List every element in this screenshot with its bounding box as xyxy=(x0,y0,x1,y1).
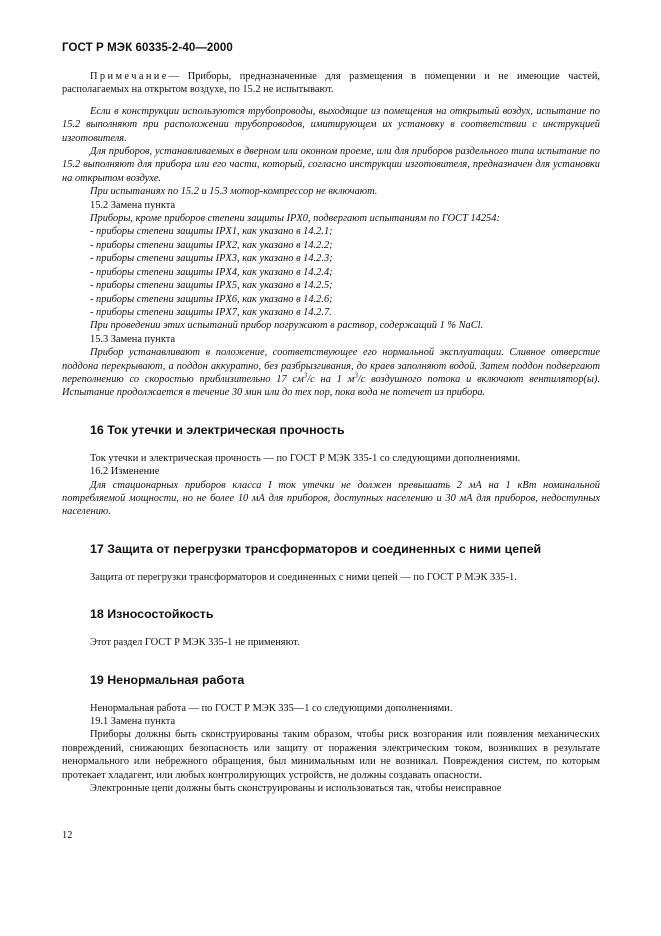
superscript: 3 xyxy=(303,371,308,380)
list-item: - приборы степени защиты IPX4, как указано в 14.2.4; xyxy=(90,266,333,278)
list-item: - приборы степени защиты IPX2, как указано в 14.2.2; xyxy=(90,239,333,251)
note-paragraph xyxy=(62,70,600,97)
document-header: ГОСТ Р МЭК 60335-2-40—2000 xyxy=(62,42,233,54)
superscript: 3 xyxy=(354,371,358,380)
list-item: - приборы степени защиты IPX7, как указано в 14.2.7. xyxy=(90,306,332,318)
paragraph-compressor: При испытаниях по 15.2 и 15.3 мотор-компрессор не включают. xyxy=(90,186,378,198)
list-item: - приборы степени защиты IPX3, как указано в 14.2.3; xyxy=(90,253,333,265)
overflow-text-b: /с на 1 м xyxy=(307,373,355,385)
section-16-heading: 16 Ток утечки и электрическая прочность xyxy=(90,422,345,437)
paragraph-piping: Если в конструкции используются трубопроводы, выходящие из помещения на открытый воздух, испытание по 15.2 выполняют при расположении трубопроводов, имитирующем их установку в соответствии с инструкцией изготовителя. xyxy=(62,105,600,144)
list-item: - приборы степени защиты IPX5, как указано в 14.2.5; xyxy=(90,280,333,292)
clause-15-2: 15.2 Замена пункта xyxy=(90,199,176,211)
section-17-heading: 17 Защита от перегрузки трансформаторов и соединенных с ними цепей xyxy=(90,541,542,556)
paragraph-window-units: Для приборов, устанавливаемых в дверном или оконном проеме, или для приборов раздельного типа испытание по 15.2 выполняют для прибора или его части, который, согласно инструкции изготовителя, предназначен для установки на открытом воздухе. xyxy=(62,146,600,184)
note-label: Примечание xyxy=(90,71,169,82)
clause-16-2: 16.2 Изменение xyxy=(90,466,160,478)
paragraph-electronic-circuits: Электронные цепи должны быть сконструированы и использоваться так, чтобы неисправное xyxy=(90,783,502,795)
note-text: — Приборы, предназначенные для размещения в помещении и не имеющие частей, располагаемых на открытом воздухе, по 15.2 не испытывают. xyxy=(62,71,600,96)
section-19-heading: 19 Ненормальная работа xyxy=(90,672,245,687)
list-item: - приборы степени защиты IPX6, как указано в 14.2.6; xyxy=(90,293,333,305)
paragraph-ipx-tests: Приборы, кроме приборов степени защиты IPX0, подвергают испытаниям по ГОСТ 14254: xyxy=(90,213,500,225)
section-16-intro: Ток утечки и электрическая прочность — по ГОСТ Р МЭК 335-1 со следующими дополнениями. xyxy=(90,452,521,464)
section-17-text: Защита от перегрузки трансформаторов и соединенных с ними цепей — по ГОСТ Р МЭК 335-1. xyxy=(90,571,517,583)
list-item: - приборы степени защиты IPX1, как указано в 14.2.1; xyxy=(90,226,333,238)
paragraph-nacl: При проведении этих испытаний прибор погружают в раствор, содержащий 1 % NaCl. xyxy=(90,320,484,332)
paragraph-construction: Приборы должны быть сконструированы таким образом, чтобы риск возгорания или появления механических повреждений, снижающих безопасность или защиту от поражения электрическим током, возникших в результате ненормального или небрежного обращения, был минимальным или не возникал. Повреждения систем, по которым протекает хладагент, или любых контролирующих устройств, не должны создавать опасности. xyxy=(62,729,600,781)
overflow-text-a: Прибор устанавливают в положение, соответствующее его нормальной эксплуатации. Сливное отверстие поддона перекрывают, а поддон аккуратно, без разбрызгивания, до краев заполняют водой. Затем поддон подвергают переполнению со скоростью приблизительно 17 см xyxy=(62,347,600,385)
section-18-text: Этот раздел ГОСТ Р МЭК 335-1 не применяют. xyxy=(90,637,300,649)
page-number: 12 xyxy=(62,830,73,841)
paragraph-leakage-current: Для стационарных приборов класса I ток утечки не должен превышать 2 мА на 1 кВт номинальной потребляемой мощности, но не более 10 мА для приборов, доступных населению и 30 мА для приборов, недоступных населению. xyxy=(62,479,600,518)
paragraph-overflow-test xyxy=(62,346,600,400)
clause-19-1: 19.1 Замена пункта xyxy=(90,716,176,727)
page-content xyxy=(62,70,600,795)
section-18-heading: 18 Износостойкость xyxy=(90,607,214,622)
clause-15-3: 15.3 Замена пункта xyxy=(90,333,176,345)
overflow-text-c: /с воздушного потока и включают вентилятор(ы). Испытание продолжается в течение 30 мин или до тех пор, пока вода не потечет из прибора. xyxy=(62,373,600,399)
section-19-intro: Ненормальная работа — по ГОСТ Р МЭК 335—1 со следующими дополнениями. xyxy=(90,702,453,714)
